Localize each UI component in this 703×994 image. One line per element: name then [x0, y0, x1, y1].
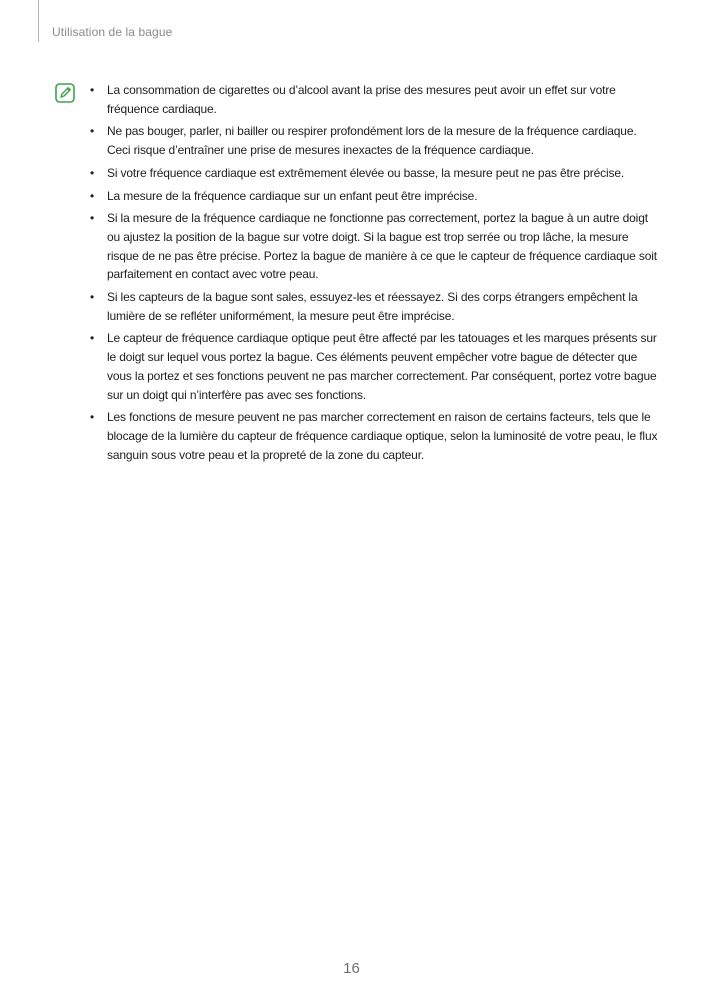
list-item: • Si les capteurs de la bague sont sales, essuyez-les et réessayez. Si des corps étrangers empêchent la lumière de se refléter uniformément, la mesure peut être imprécise. [90, 290, 638, 323]
page-header-title: Utilisation de la bague [52, 25, 173, 39]
list-item: • Le capteur de fréquence cardiaque optique peut être affecté par les tatouages et les marques présents sur le doigt sur lequel vous portez la bague. Ces éléments peuvent empêcher votre bague de détecter que vous la portez et ses fonctions peuvent ne pas marcher correctement. Par conséquent, portez votre bague sur un doigt qui n’interfère pas avec ses fonctions. [90, 331, 657, 402]
page-number: 16 [343, 960, 360, 977]
header-divider [38, 0, 39, 42]
list-item: • Si la mesure de la fréquence cardiaque ne fonctionne pas correctement, portez la bague à un autre doigt ou ajustez la position de la bague sur votre doigt. Si la bague est trop serrée ou trop lâche, la mesure risque de ne pas être précise. Portez la bague de manière à ce que le capteur de fréquence cardiaque soit parfaitement en contact avec votre peau. [90, 211, 657, 282]
bullet-text: La mesure de la fréquence cardiaque sur un enfant peut être imprécise. [107, 188, 478, 203]
list-item: • Si votre fréquence cardiaque est extrêmement élevée ou basse, la mesure peut ne pas être précise. [90, 165, 625, 180]
bullet-text: Le capteur de fréquence cardiaque optique peut être affecté par les tatouages et les marques présents sur le doigt sur lequel vous portez la bague. Ces éléments peuvent empêcher votre bague de détecter que vous la portez et ses fonctions peuvent ne pas marcher correctement. Par conséquent, portez votre bague sur un doigt qui n’interfère pas avec ses fonctions. [107, 331, 657, 402]
bullet-text: Si les capteurs de la bague sont sales, essuyez-les et réessayez. Si des corps étrangers empêchent la lumière de se refléter uniformément, la mesure peut être imprécise. [107, 290, 638, 323]
bullet-text: Si la mesure de la fréquence cardiaque ne fonctionne pas correctement, portez la bague à un autre doigt ou ajustez la position de la bague sur votre doigt. Si la bague est trop serrée ou trop lâche, la mesure risque de ne pas être précise. Portez la bague de manière à ce que le capteur de fréquence cardiaque soit parfaitement en contact avec votre peau. [107, 211, 657, 282]
bullet-text: Ne pas bouger, parler, ni bailler ou respirer profondément lors de la mesure de la fréquence cardiaque. Ceci risque d’entraîner une prise de mesures inexactes de la fréquence cardiaque. [107, 124, 637, 158]
note-bullet-list [90, 81, 660, 468]
note-pencil-icon [55, 83, 75, 103]
note-pencil-icon-graphic [55, 83, 75, 103]
bullet-text: Si votre fréquence cardiaque est extrêmement élevée ou basse, la mesure peut ne pas être précise. [107, 165, 625, 180]
list-item: • Ne pas bouger, parler, ni bailler ou respirer profondément lors de la mesure de la fréquence cardiaque. Ceci risque d’entraîner une prise de mesures inexactes de la fréquence cardiaque. [90, 124, 637, 158]
bullet-text: Les fonctions de mesure peuvent ne pas marcher correctement en raison de certains facteurs, tels que le blocage de la lumière du capteur de fréquence cardiaque optique, selon la luminosité de votre peau, le flux sanguin sous votre peau et la propreté de la zone du capteur. [107, 410, 658, 462]
list-item: • La consommation de cigarettes ou d’alcool avant la prise des mesures peut avoir un effet sur votre fréquence cardiaque. [90, 83, 616, 116]
bullet-text: La consommation de cigarettes ou d’alcool avant la prise des mesures peut avoir un effet sur votre fréquence cardiaque. [107, 83, 616, 116]
list-item: • La mesure de la fréquence cardiaque sur un enfant peut être imprécise. [90, 188, 478, 203]
list-item: • Les fonctions de mesure peuvent ne pas marcher correctement en raison de certains facteurs, tels que le blocage de la lumière du capteur de fréquence cardiaque optique, selon la luminosité de votre peau, le flux sanguin sous votre peau et la propreté de la zone du capteur. [90, 410, 658, 462]
